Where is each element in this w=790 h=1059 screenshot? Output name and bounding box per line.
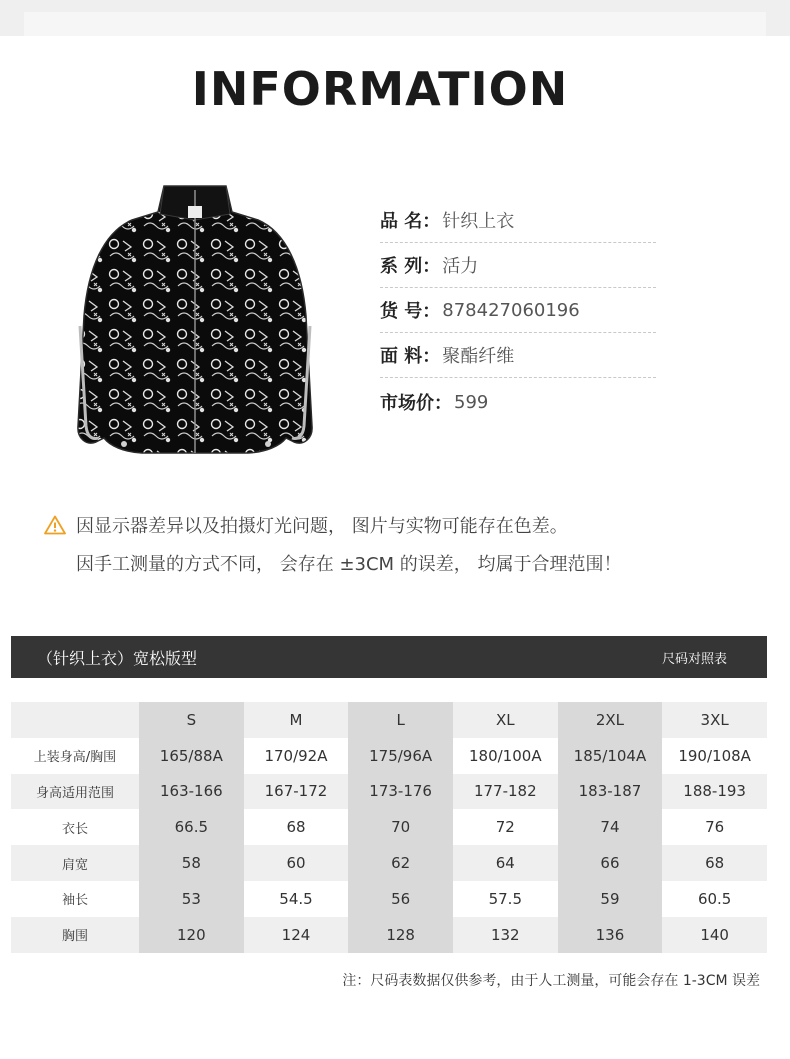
measurement-footnote: 注：尺码表数据仅供参考，由于人工测量，可能会存在 1-3CM 误差 xyxy=(342,973,760,989)
product-name-row xyxy=(380,198,656,243)
table-cell: 70 xyxy=(348,809,453,845)
size-header-cell: L xyxy=(348,702,453,738)
table-cell: 188-193 xyxy=(662,774,767,810)
table-row xyxy=(11,845,767,881)
info-label: 品 名： xyxy=(380,211,441,232)
info-value: 聚酯纤维 xyxy=(442,346,515,367)
table-cell: 54.5 xyxy=(244,881,349,917)
product-price-row xyxy=(380,378,656,426)
row-label: 胸围 xyxy=(11,917,139,953)
table-corner-cell xyxy=(11,702,139,738)
row-label: 衣长 xyxy=(11,809,139,845)
size-chart-header-bar xyxy=(11,636,767,678)
table-cell: 76 xyxy=(662,809,767,845)
jacket-product-image xyxy=(72,176,318,460)
size-header-cell: XL xyxy=(453,702,558,738)
warning-triangle-icon xyxy=(44,515,66,535)
row-label: 身高适用范围 xyxy=(11,774,139,810)
info-label: 市场价： xyxy=(380,393,452,414)
product-series-row xyxy=(380,243,656,288)
notice-line-1 xyxy=(44,506,622,544)
size-chart-title: 尺码对照表 xyxy=(661,651,727,667)
size-header-cell: M xyxy=(244,702,349,738)
info-value: 活力 xyxy=(442,256,479,277)
top-band-inner xyxy=(24,12,766,36)
table-cell: 53 xyxy=(139,881,244,917)
color-disclaimer xyxy=(44,506,622,582)
size-header-cell: 2XL xyxy=(558,702,663,738)
info-label: 系 列： xyxy=(380,256,441,277)
table-cell: 66 xyxy=(558,845,663,881)
table-cell: 60.5 xyxy=(662,881,767,917)
table-cell: 170/92A xyxy=(244,738,349,774)
table-row xyxy=(11,881,767,917)
table-cell: 180/100A xyxy=(453,738,558,774)
table-cell: 173-176 xyxy=(348,774,453,810)
table-cell: 132 xyxy=(453,917,558,953)
info-label: 面 料： xyxy=(380,346,441,367)
table-cell: 59 xyxy=(558,881,663,917)
table-cell: 190/108A xyxy=(662,738,767,774)
table-cell: 140 xyxy=(662,917,767,953)
size-header-cell: 3XL xyxy=(662,702,767,738)
info-label: 货 号： xyxy=(380,301,441,322)
table-cell: 57.5 xyxy=(453,881,558,917)
table-cell: 165/88A xyxy=(139,738,244,774)
table-cell: 68 xyxy=(244,809,349,845)
table-cell: 175/96A xyxy=(348,738,453,774)
row-label: 肩宽 xyxy=(11,845,139,881)
info-value: 针织上衣 xyxy=(442,211,515,232)
table-cell: 60 xyxy=(244,845,349,881)
table-cell: 167-172 xyxy=(244,774,349,810)
info-value: 878427060196 xyxy=(442,299,580,321)
notice-line-2 xyxy=(44,544,622,582)
table-cell: 74 xyxy=(558,809,663,845)
row-label: 上装身高/胸围 xyxy=(11,738,139,774)
table-row xyxy=(11,774,767,810)
size-header-cell: S xyxy=(139,702,244,738)
table-cell: 68 xyxy=(662,845,767,881)
table-cell: 177-182 xyxy=(453,774,558,810)
table-cell: 120 xyxy=(139,917,244,953)
notice-text-1: 因显示器差异以及拍摄灯光问题， 图片与实物可能存在色差。 xyxy=(76,516,568,537)
table-cell: 185/104A xyxy=(558,738,663,774)
table-cell: 62 xyxy=(348,845,453,881)
fit-type-label: （针织上衣）宽松版型 xyxy=(37,648,198,668)
table-cell: 56 xyxy=(348,881,453,917)
table-cell: 124 xyxy=(244,917,349,953)
product-info-list xyxy=(380,198,656,426)
product-material-row xyxy=(380,333,656,378)
table-cell: 163-166 xyxy=(139,774,244,810)
product-sku-row xyxy=(380,288,656,333)
table-cell: 66.5 xyxy=(139,809,244,845)
size-chart-table xyxy=(11,702,767,953)
notice-text-2: 因手工测量的方式不同， 会存在 ±3CM 的误差， 均属于合理范围！ xyxy=(76,554,622,575)
table-cell: 183-187 xyxy=(558,774,663,810)
table-row xyxy=(11,809,767,845)
info-value: 599 xyxy=(454,391,489,413)
table-cell: 136 xyxy=(558,917,663,953)
table-header-row xyxy=(11,702,767,738)
table-row xyxy=(11,917,767,953)
table-cell: 72 xyxy=(453,809,558,845)
table-cell: 64 xyxy=(453,845,558,881)
row-label: 袖长 xyxy=(11,881,139,917)
table-cell: 128 xyxy=(348,917,453,953)
page-title: INFORMATION xyxy=(191,62,569,116)
table-cell: 58 xyxy=(139,845,244,881)
table-row xyxy=(11,738,767,774)
